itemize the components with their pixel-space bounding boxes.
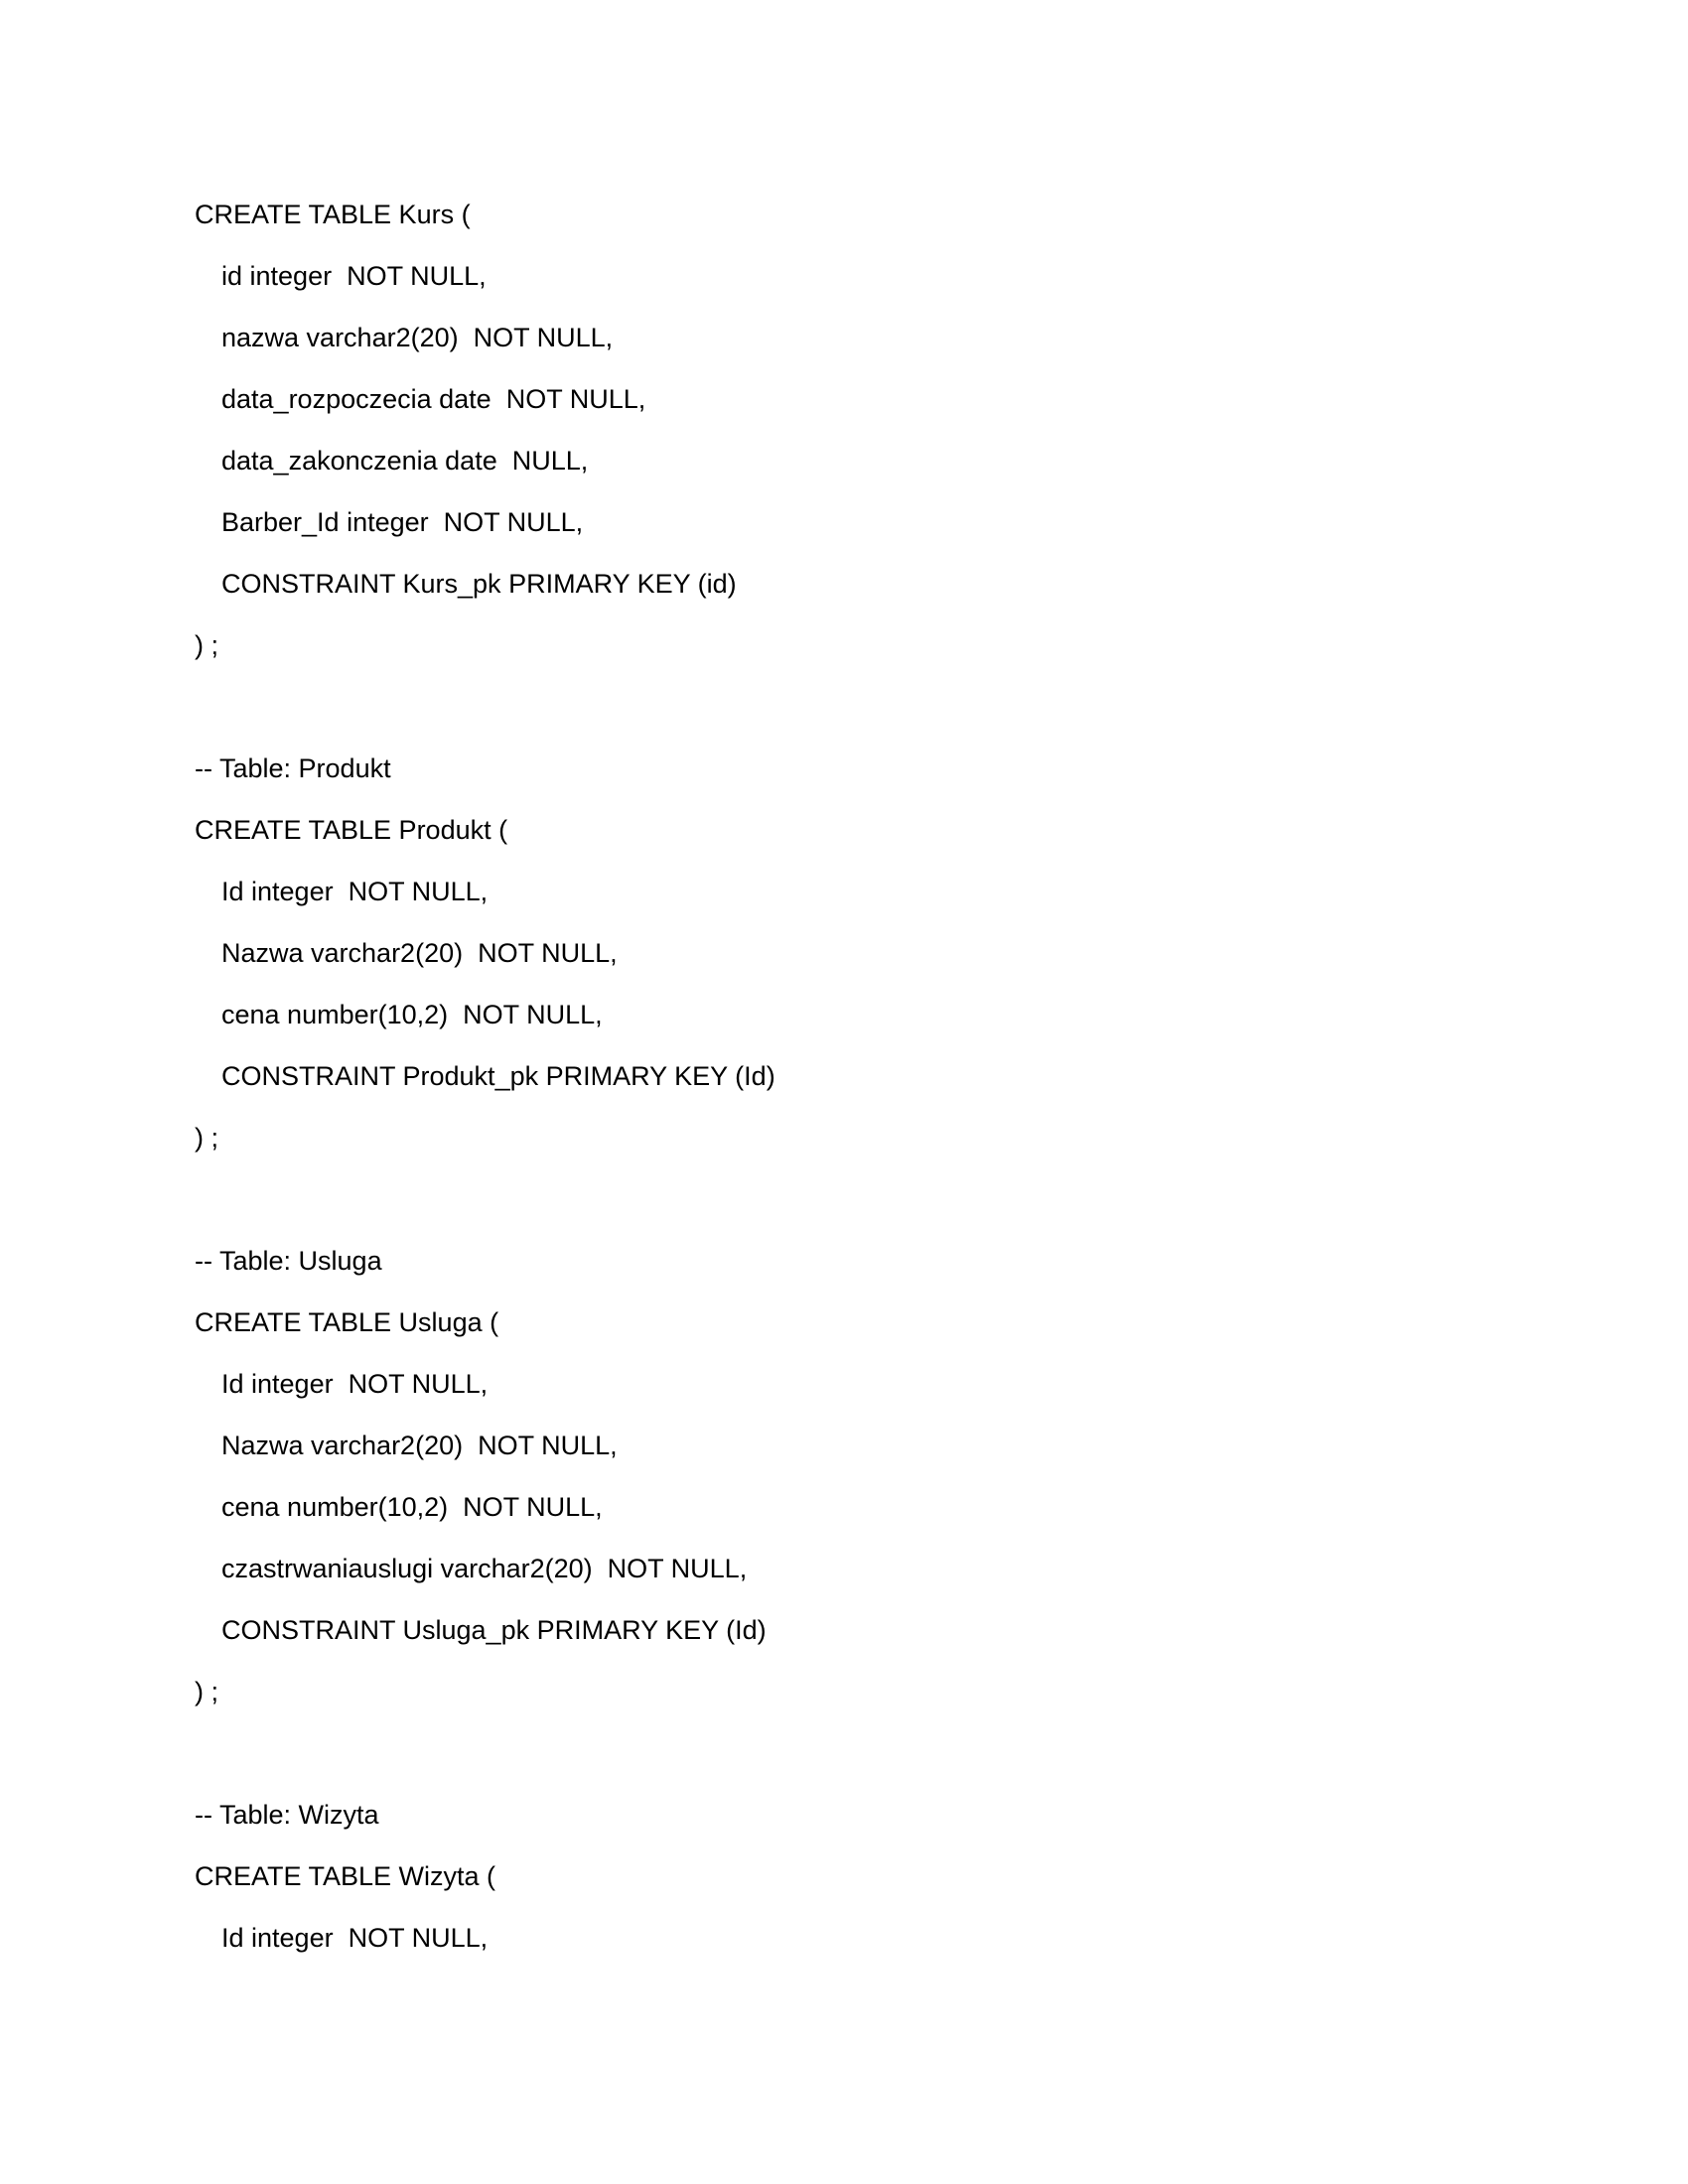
blank-line — [195, 1733, 1495, 1795]
code-line: CONSTRAINT Usluga_pk PRIMARY KEY (Id) — [221, 1615, 767, 1645]
code-line: id integer NOT NULL, — [221, 261, 487, 291]
code-line: Nazwa varchar2(20) NOT NULL, — [221, 938, 618, 968]
code-line: data_zakonczenia date NULL, — [221, 446, 589, 476]
code-line: CREATE TABLE Kurs ( — [195, 200, 471, 229]
blank-line — [195, 687, 1495, 749]
table-comment: -- Table: Wizyta — [195, 1800, 379, 1830]
code-line: czastrwaniauslugi varchar2(20) NOT NULL, — [221, 1554, 748, 1583]
code-line: CREATE TABLE Wizyta ( — [195, 1861, 496, 1891]
code-line: data_rozpoczecia date NOT NULL, — [221, 384, 646, 414]
code-line: nazwa varchar2(20) NOT NULL, — [221, 323, 614, 352]
table-comment: -- Table: Usluga — [195, 1246, 382, 1276]
document-body — [195, 195, 1495, 1979]
code-line: CREATE TABLE Usluga ( — [195, 1307, 499, 1337]
code-line: Id integer NOT NULL, — [221, 1369, 489, 1399]
code-line: cena number(10,2) NOT NULL, — [221, 1000, 603, 1029]
code-line: Nazwa varchar2(20) NOT NULL, — [221, 1431, 618, 1460]
code-line: CONSTRAINT Kurs_pk PRIMARY KEY (id) — [221, 569, 737, 599]
code-line: Id integer NOT NULL, — [221, 877, 489, 906]
code-line: ) ; — [195, 1677, 218, 1706]
table-comment: -- Table: Produkt — [195, 753, 391, 783]
code-line: CONSTRAINT Produkt_pk PRIMARY KEY (Id) — [221, 1061, 775, 1091]
code-line: cena number(10,2) NOT NULL, — [221, 1492, 603, 1522]
blank-line — [195, 1179, 1495, 1241]
code-line: ) ; — [195, 630, 218, 660]
code-line: CREATE TABLE Produkt ( — [195, 815, 508, 845]
code-line: ) ; — [195, 1123, 218, 1153]
code-line: Id integer NOT NULL, — [221, 1923, 489, 1953]
code-line: Barber_Id integer NOT NULL, — [221, 507, 584, 537]
